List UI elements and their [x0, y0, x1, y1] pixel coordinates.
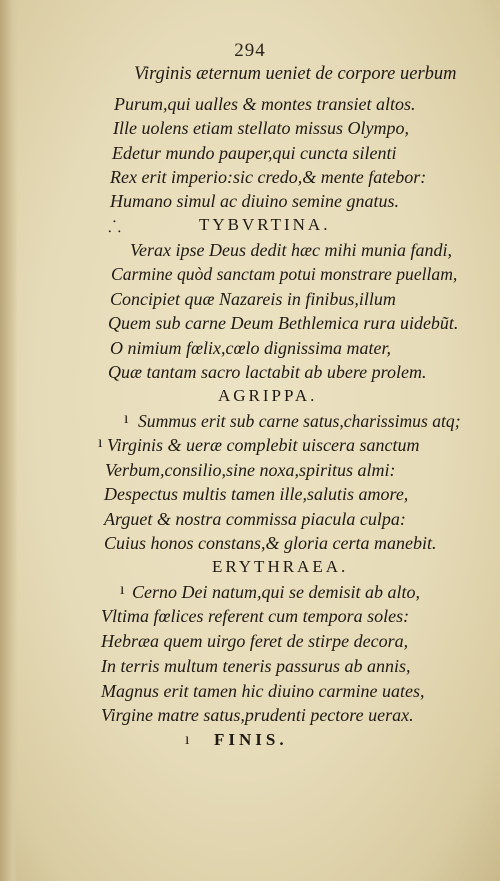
verse-line: Concipiet quæ Nazareis in finibus,illum [110, 289, 396, 309]
ornament-mark: ı [185, 731, 190, 748]
verse-line: Virginis & ueræ complebit uiscera sanctum [107, 435, 420, 455]
verse-line: In terris multum teneris passurus ab annis, [101, 656, 411, 676]
verse-line: Hebræa quem uirgo feret de stirpe decora, [101, 631, 409, 651]
verse-line: Verbum,consilio,sine noxa,spiritus almi: [105, 460, 396, 480]
verse-line: Rex erit imperio:sic credo,& mente fatebor: [110, 167, 427, 187]
ornament-mark: ı [98, 434, 103, 451]
ornament-mark: ı [124, 410, 129, 427]
verse-line: Quem sub carne Deum Bethlemica rura uidebũt. [108, 313, 459, 333]
verse-line: Virginis æternum ueniet de corpore uerbum [134, 64, 457, 84]
verse-line: Virgine matre satus,prudenti pectore uerax. [101, 705, 414, 725]
finis-label: FINIS. [214, 730, 288, 749]
verse-line: Ille uolens etiam stellato missus Olympo, [113, 118, 409, 138]
section-heading: TYBVRTINA. [199, 215, 331, 234]
verse-line: Quæ tantam sacro lactabit ab ubere prolem. [108, 362, 427, 382]
verse-line: Cerno Dei natum,qui se demisit ab alto, [132, 582, 420, 602]
verse-line: Verax ipse Deus dedit hæc mihi munia fandi, [130, 240, 452, 260]
section-heading: ERYTHRAEA. [212, 557, 349, 576]
verse-line: Edetur mundo pauper,qui cuncta silenti [112, 143, 397, 163]
ornament-mark: ⸫ [108, 219, 122, 236]
page-number: 294 [234, 40, 266, 61]
ornament-mark: ı [120, 581, 125, 598]
verse-line: Vltima fœlices referent cum tempora soles: [101, 606, 410, 626]
verse-line: Humano simul ac diuino semine gnatus. [110, 191, 399, 211]
verse-line: Summus erit sub carne satus,charissimus atq; [138, 411, 461, 431]
verse-line: Purum,qui ualles & montes transiet altos. [114, 94, 416, 114]
verse-line: Cuius honos constans,& gloria certa manebit. [104, 533, 437, 553]
verse-line: O nimium fœlix,cœlo dignissima mater, [110, 338, 392, 358]
verse-line: Arguet & nostra commissa piacula culpa: [104, 509, 406, 529]
page-gutter-shadow [0, 0, 18, 881]
section-heading: AGRIPPA. [218, 386, 318, 405]
verse-line: Carmine quòd sanctam potui monstrare puellam, [111, 264, 458, 284]
verse-line: Magnus erit tamen hic diuino carmine uates, [101, 681, 425, 701]
verse-line: Despectus multis tamen ille,salutis amore, [104, 484, 409, 504]
